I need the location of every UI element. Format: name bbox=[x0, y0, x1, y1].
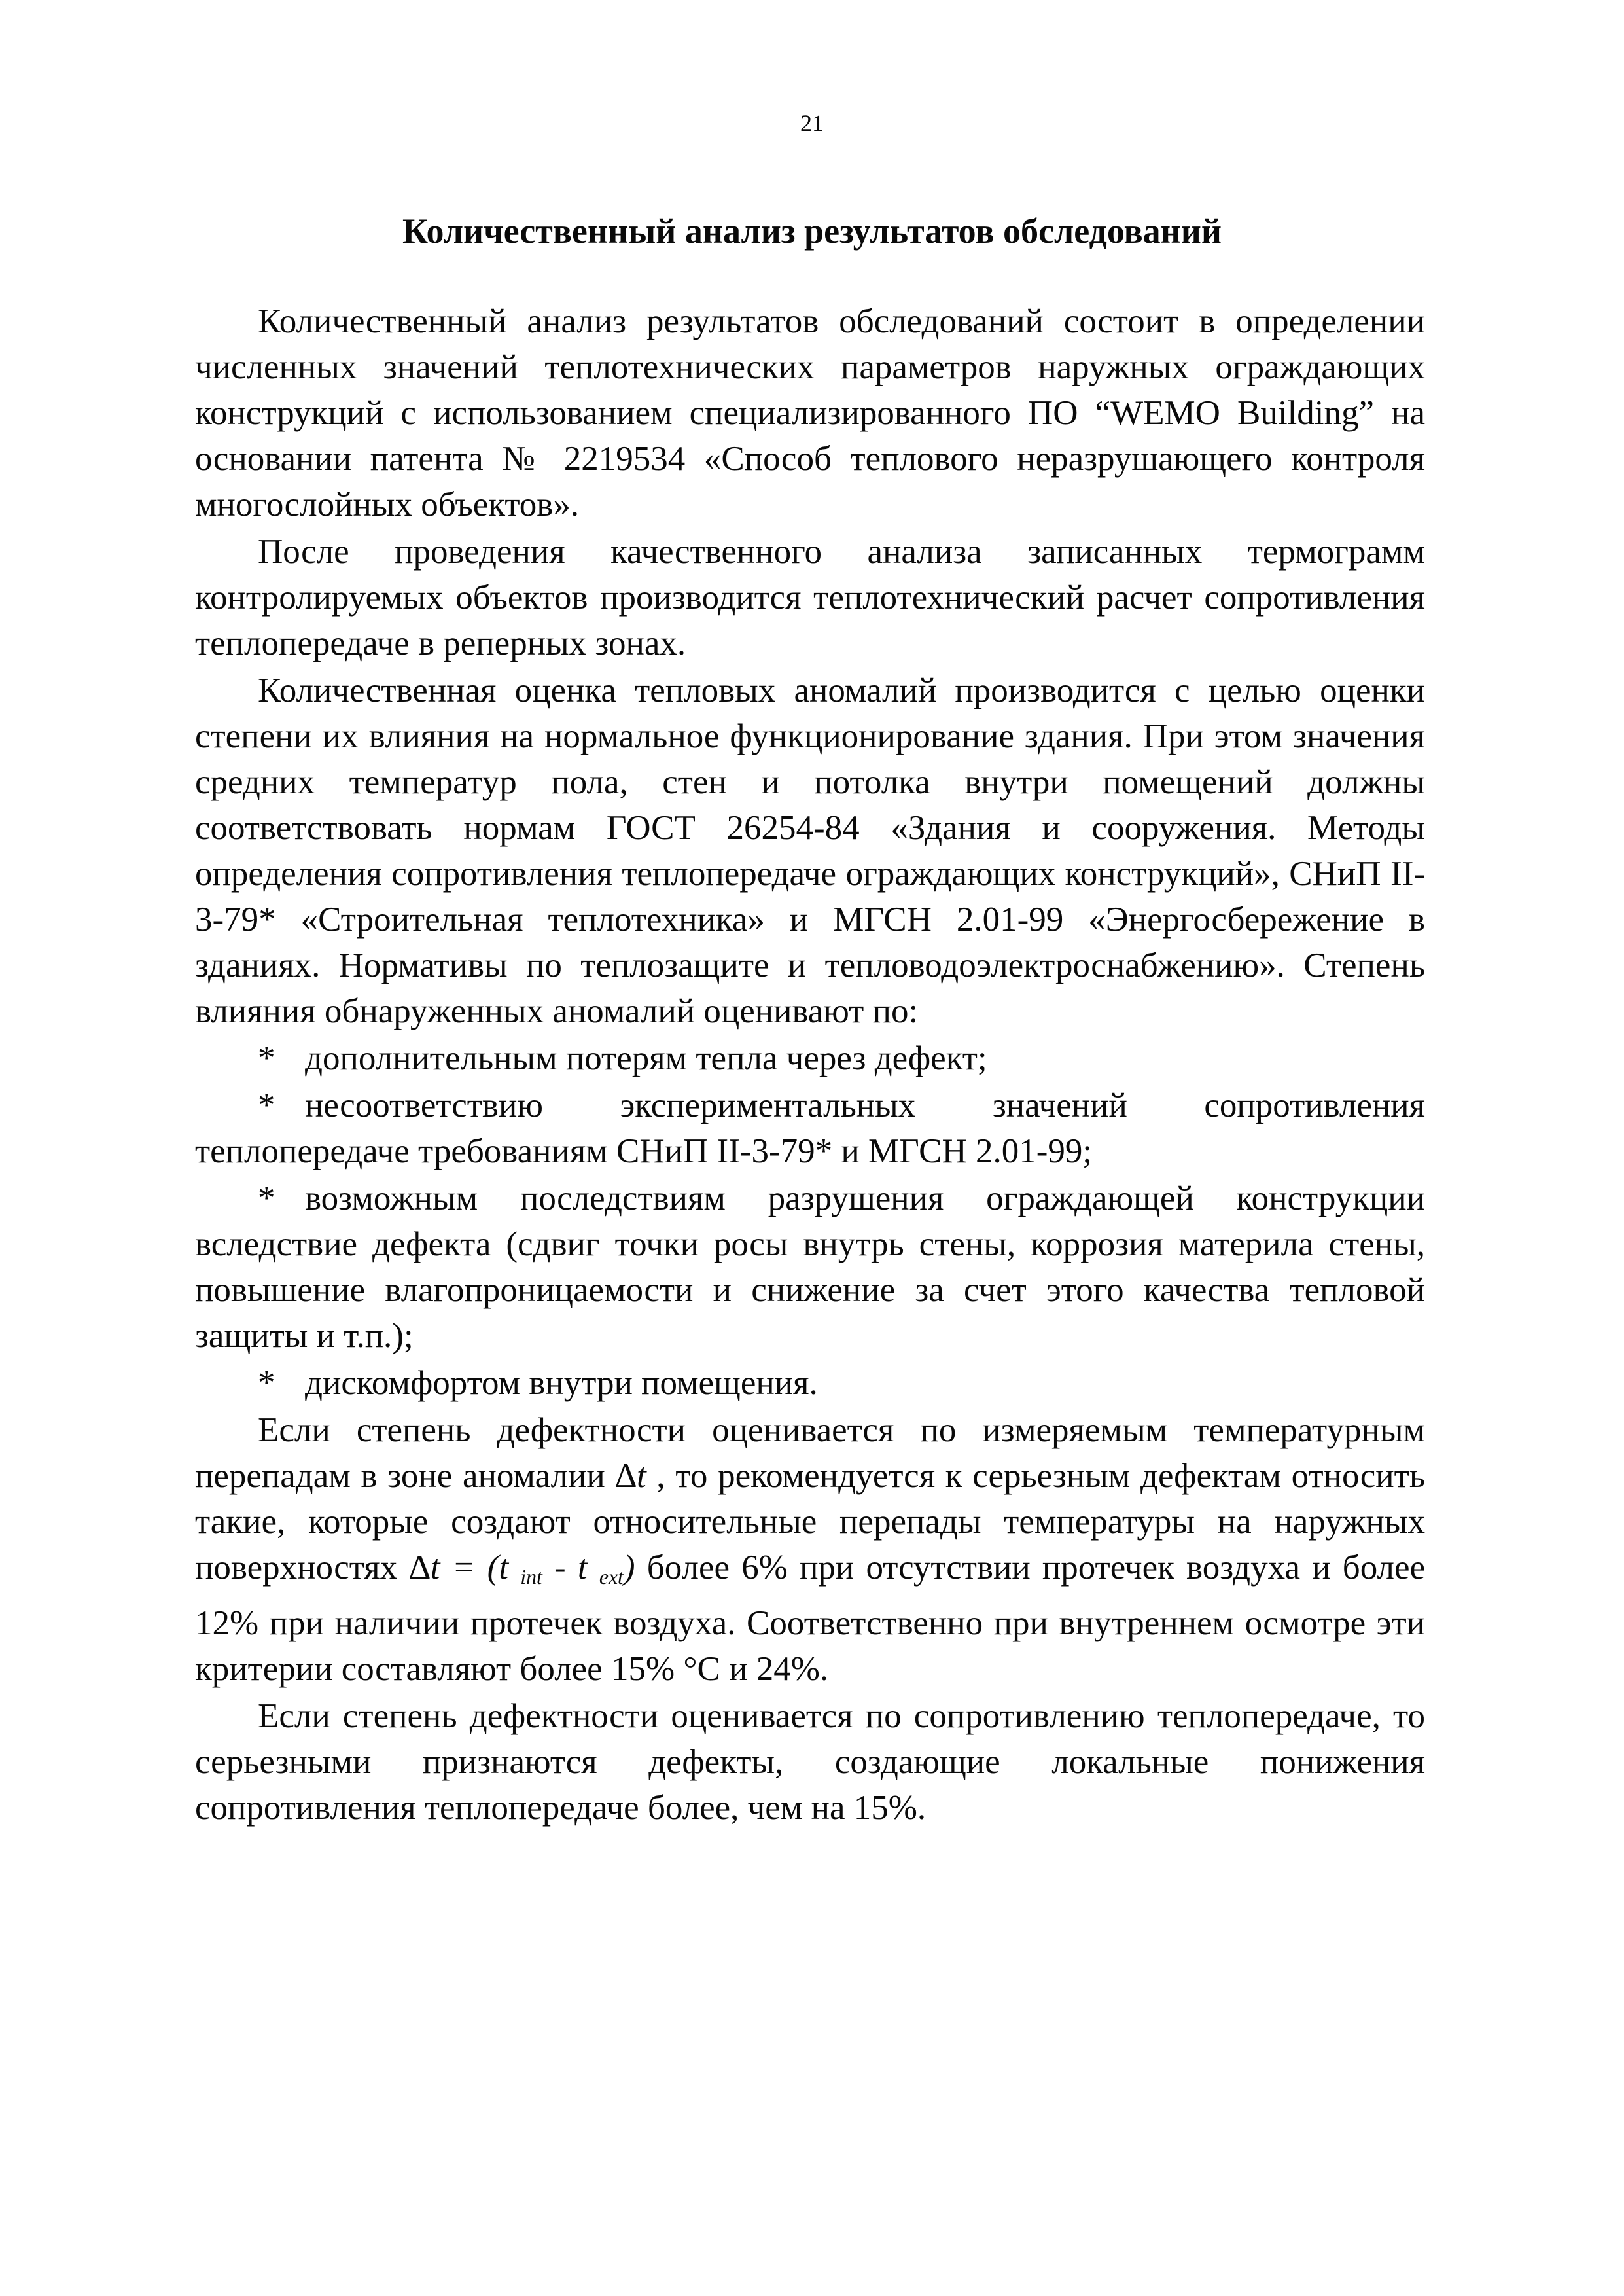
list-item-text: несоответствию экспериментальных значений сопротивления теплопередаче требованиям СНиП II-3-79* и МГСН 2.01-99; bbox=[195, 1086, 1425, 1170]
list-item bbox=[195, 1360, 1425, 1406]
document-body bbox=[195, 298, 1425, 1832]
delta-t-formula: ∆t bbox=[615, 1457, 646, 1495]
bullet-marker: * bbox=[258, 1039, 275, 1077]
list-item bbox=[195, 1175, 1425, 1359]
paragraph-1: Количественный анализ результатов обследований состоит в определении численных значений теплотехнических параметров наружных ограждающих конструкций с использованием специализированного ПО “WEMO Building” на основании патента № 2219534 «Способ теплового неразрушающего контроля многослойных объектов». bbox=[195, 302, 1425, 524]
formula-subscript-int: int bbox=[520, 1565, 542, 1588]
paragraph-5: Если степень дефектности оценивается по сопротивлению теплопередаче, то серьезными признаются дефекты, создающие локальные понижения сопротивления теплопередаче более, чем на 15%. bbox=[195, 1696, 1425, 1827]
formula-subscript-ext: ext bbox=[599, 1565, 624, 1588]
temperature-difference-formula bbox=[409, 1549, 635, 1587]
paragraph-4-text-2: , то рекомендуется к серьезным дефектам относить такие, которые создают относительные перепады температуры на наружных поверхностях bbox=[195, 1457, 1426, 1587]
list-item-text: дискомфортом внутри помещения. bbox=[305, 1364, 818, 1402]
page-title: Количественный анализ результатов обследований bbox=[402, 211, 1222, 251]
paragraph-2: После проведения качественного анализа записанных термограмм контролируемых объектов производится теплотехнический расчет сопротивления теплопередаче в реперных зонах. bbox=[195, 533, 1425, 662]
paragraph-4-text-1: Если степень дефектности оценивается по измеряемым температурным перепадам в зоне аномалии bbox=[195, 1411, 1425, 1495]
list-item-text: возможным последствиям разрушения ограждающей конструкции вследствие дефекта (сдвиг точки росы внутрь стены, коррозия материла стены, повышение влагопроницаемости и снижение за счет этого качества тепловой защиты и т.п.); bbox=[195, 1179, 1425, 1355]
paragraph-4 bbox=[195, 1407, 1425, 1692]
formula-minus: - t bbox=[554, 1549, 588, 1587]
paragraph-3: Количественная оценка тепловых аномалий производится с целью оценки степени их влияния на нормальное функционирование здания. При этом значения средних температур пола, стен и потолка внутри помещений должны соответствовать нормам ГОСТ 26254-84 «Здания и сооружения. Методы определения сопротивления теплопередаче ограждающих конструкций», СНиП II-3-79* «Строительная теплотехника» и МГСН 2.01-99 «Энергосбережение в зданиях. Нормативы по теплозащите и тепловодоэлектроснабжению». Степень влияния обнаруженных аномалий оценивают по: bbox=[195, 672, 1425, 1030]
bullet-marker: * bbox=[258, 1364, 275, 1402]
bullet-marker: * bbox=[258, 1179, 275, 1217]
list-item bbox=[195, 1083, 1425, 1174]
page-number: 21 bbox=[800, 110, 824, 136]
formula-lhs: ∆t = (t bbox=[409, 1549, 509, 1587]
list-item bbox=[195, 1035, 1425, 1081]
paragraph-4-text-3: более 6% при отсутствии протечек воздуха и более 12% при наличии протечек воздуха. Соответственно при внутреннем осмотре эти критерии составляют более 15% °С и 24%. bbox=[195, 1549, 1426, 1688]
list-item-text: дополнительным потерям тепла через дефект; bbox=[305, 1039, 987, 1077]
bullet-marker: * bbox=[258, 1086, 275, 1124]
formula-close: ) bbox=[623, 1549, 635, 1587]
